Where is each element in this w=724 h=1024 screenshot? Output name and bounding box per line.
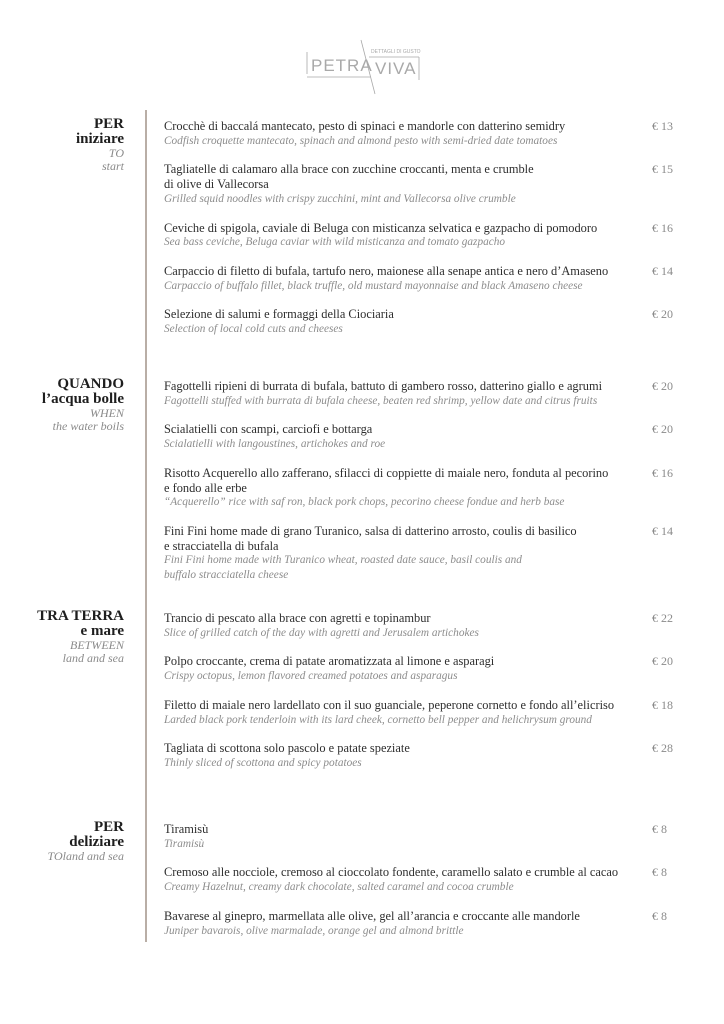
dish-name-italian: Polpo croccante, crema di patate aromatizzata al limone e asparagi bbox=[164, 654, 495, 669]
dish-name-english: Tiramisù bbox=[164, 837, 205, 850]
svg-text:PETRA: PETRA bbox=[311, 56, 373, 75]
dish-name-english: Grilled squid noodles with crispy zucchini, mint and Vallecorsa olive crumble bbox=[164, 192, 516, 205]
petra-viva-logo bbox=[305, 38, 425, 98]
dish-price: € 8 bbox=[652, 865, 667, 880]
dish-name-english: Larded black pork tenderloin with its lard cheek, cornetto bell pepper and helichrysum ground bbox=[164, 713, 592, 726]
dish-name-italian: e fondo alle erbe bbox=[164, 480, 247, 495]
dish-name-italian: e stracciatella di bufala bbox=[164, 538, 279, 553]
section-heading: l’acqua bolle bbox=[41, 391, 124, 407]
dish-name-english: Scialatielli with langoustines, artichokes and roe bbox=[164, 438, 386, 451]
dish-name-italian: Fagottelli ripieni di burrata di bufala, battuto di gambero rosso, datterino giallo e agrumi bbox=[164, 379, 603, 393]
dish-name-italian: Tiramisù bbox=[164, 822, 209, 836]
dish-price: € 14 bbox=[652, 523, 673, 538]
dish-price: € 8 bbox=[652, 822, 667, 836]
menu-item bbox=[164, 119, 704, 148]
dish-name-italian: Carpaccio di filetto di bufala, tartufo nero, maionese alla senape antica e nero d’Amaseno bbox=[164, 263, 609, 278]
dish-name-english: Crispy octopus, lemon flavored creamed potatoes and asparagus bbox=[164, 670, 458, 683]
dish-name-english: Codfish croquette mantecato, spinach and almond pesto with semi-dried date tomatoes bbox=[164, 134, 558, 147]
menu-item bbox=[164, 909, 704, 938]
dish-name-english: “Acquerello” rice with saf ron, black pork chops, pecorino cheese fondue and herb base bbox=[164, 496, 565, 509]
menu-item bbox=[164, 741, 704, 770]
dish-price: € 16 bbox=[652, 220, 673, 235]
dish-name-italian: Fini Fini home made di grano Turanico, salsa di datterino arrosto, coulis di basilico bbox=[164, 523, 577, 538]
section-label bbox=[0, 377, 124, 433]
section-heading: TRA TERRA bbox=[37, 608, 124, 624]
dish-name-english: Slice of grilled catch of the day with agretti and Jerusalem artichokes bbox=[164, 626, 479, 639]
svg-text:VIVA: VIVA bbox=[375, 59, 417, 78]
menu-item bbox=[164, 221, 704, 250]
menu-item bbox=[164, 422, 704, 451]
section-subtitle: TOland and sea bbox=[47, 849, 124, 863]
section-heading: PER bbox=[94, 819, 124, 835]
dish-name-english: Creamy Hazelnut, creamy dark chocolate, salted caramel and cocoa crumble bbox=[164, 881, 514, 894]
dish-price: € 28 bbox=[652, 741, 673, 756]
dish-name-italian: Tagliata di scottona solo pascolo e patate speziate bbox=[164, 741, 410, 756]
dish-price: € 20 bbox=[652, 379, 673, 393]
menu-item bbox=[164, 162, 704, 206]
dish-name-italian: Crocchè di baccalá mantecato, pesto di spinaci e mandorle con datterino semidry bbox=[164, 119, 566, 133]
section-subtitle: WHEN bbox=[90, 406, 124, 420]
menu-item bbox=[164, 822, 704, 851]
section-label bbox=[0, 820, 124, 863]
dish-name-italian: Ceviche di spigola, caviale di Beluga con misticanza selvatica e gazpacho di pomodoro bbox=[164, 220, 598, 235]
dish-price: € 8 bbox=[652, 908, 667, 923]
svg-text:DETTAGLI DI GUSTO: DETTAGLI DI GUSTO bbox=[371, 49, 421, 55]
menu-item bbox=[164, 654, 704, 683]
section-subtitle: start bbox=[101, 159, 124, 173]
dish-price: € 14 bbox=[652, 263, 673, 278]
dish-name-english: buffalo stracciatella cheese bbox=[164, 569, 289, 582]
dish-name-english: Fini Fini home made with Turanico wheat, roasted date sauce, basil coulis and bbox=[164, 554, 522, 567]
section-label bbox=[0, 609, 124, 665]
dish-name-italian: Filetto di maiale nero lardellato con il suo guanciale, peperone cornetto e fondo all’elicriso bbox=[164, 697, 615, 712]
section-subtitle: BETWEEN bbox=[70, 638, 124, 652]
menu-item bbox=[164, 698, 704, 727]
dish-price: € 22 bbox=[652, 611, 673, 625]
dish-price: € 18 bbox=[652, 697, 673, 712]
dish-name-italian: Scialatielli con scampi, carciofi e bottarga bbox=[164, 422, 373, 437]
dish-name-italian: Tagliatelle di calamaro alla brace con zucchine croccanti, menta e crumble bbox=[164, 162, 534, 177]
dish-name-english: Fagottelli stuffed with burrata di bufala cheese, beaten red shrimp, yellow date and citrus fruits bbox=[164, 394, 598, 407]
menu-items bbox=[164, 379, 704, 597]
section-label bbox=[0, 117, 124, 173]
dish-price: € 15 bbox=[652, 162, 673, 177]
dish-price: € 16 bbox=[652, 465, 673, 480]
dish-name-italian: di olive di Vallecorsa bbox=[164, 177, 269, 192]
dish-name-italian: Risotto Acquerello allo zafferano, sfilacci di coppiette di maiale nero, fonduta al pecorino bbox=[164, 465, 609, 480]
section-subtitle: land and sea bbox=[62, 651, 124, 665]
section-heading: deliziare bbox=[69, 834, 124, 850]
dish-name-english: Juniper bavarois, olive marmalade, orange gel and almond brittle bbox=[164, 924, 464, 937]
menu-items bbox=[164, 119, 704, 351]
dish-name-english: Thinly sliced of scottona and spicy potatoes bbox=[164, 756, 362, 769]
dish-name-italian: Cremoso alle nocciole, cremoso al cioccolato fondente, caramello salato e crumble al cacao bbox=[164, 865, 619, 880]
section-heading: e mare bbox=[80, 623, 124, 639]
dish-price: € 20 bbox=[652, 422, 673, 437]
menu-item bbox=[164, 865, 704, 894]
menu-item bbox=[164, 611, 704, 640]
dish-name-italian: Selezione di salumi e formaggi della Ciociaria bbox=[164, 307, 394, 322]
vertical-divider bbox=[145, 110, 147, 942]
dish-name-italian: Trancio di pescato alla brace con agretti e topinambur bbox=[164, 611, 431, 625]
menu-item bbox=[164, 307, 704, 336]
menu-item bbox=[164, 524, 704, 583]
menu-items bbox=[164, 822, 704, 952]
dish-name-english: Carpaccio of buffalo fillet, black truffle, old mustard mayonnaise and black Amaseno cheese bbox=[164, 279, 583, 292]
menu-item bbox=[164, 264, 704, 293]
section-heading: QUANDO bbox=[57, 376, 124, 392]
section-subtitle: the water boils bbox=[52, 419, 124, 433]
dish-price: € 13 bbox=[652, 119, 673, 133]
section-subtitle: TO bbox=[108, 146, 124, 160]
dish-name-italian: Bavarese al ginepro, marmellata alle olive, gel all’arancia e croccante alle mandorle bbox=[164, 908, 580, 923]
menu-item bbox=[164, 379, 704, 408]
dish-price: € 20 bbox=[652, 307, 673, 322]
dish-name-english: Selection of local cold cuts and cheeses bbox=[164, 323, 343, 336]
menu-items bbox=[164, 611, 704, 785]
dish-name-english: Sea bass ceviche, Beluga caviar with wild misticanza and tomato gazpacho bbox=[164, 236, 506, 249]
menu-item bbox=[164, 466, 704, 510]
section-heading: iniziare bbox=[75, 131, 124, 147]
dish-price: € 20 bbox=[652, 654, 673, 669]
section-heading: PER bbox=[94, 116, 124, 132]
